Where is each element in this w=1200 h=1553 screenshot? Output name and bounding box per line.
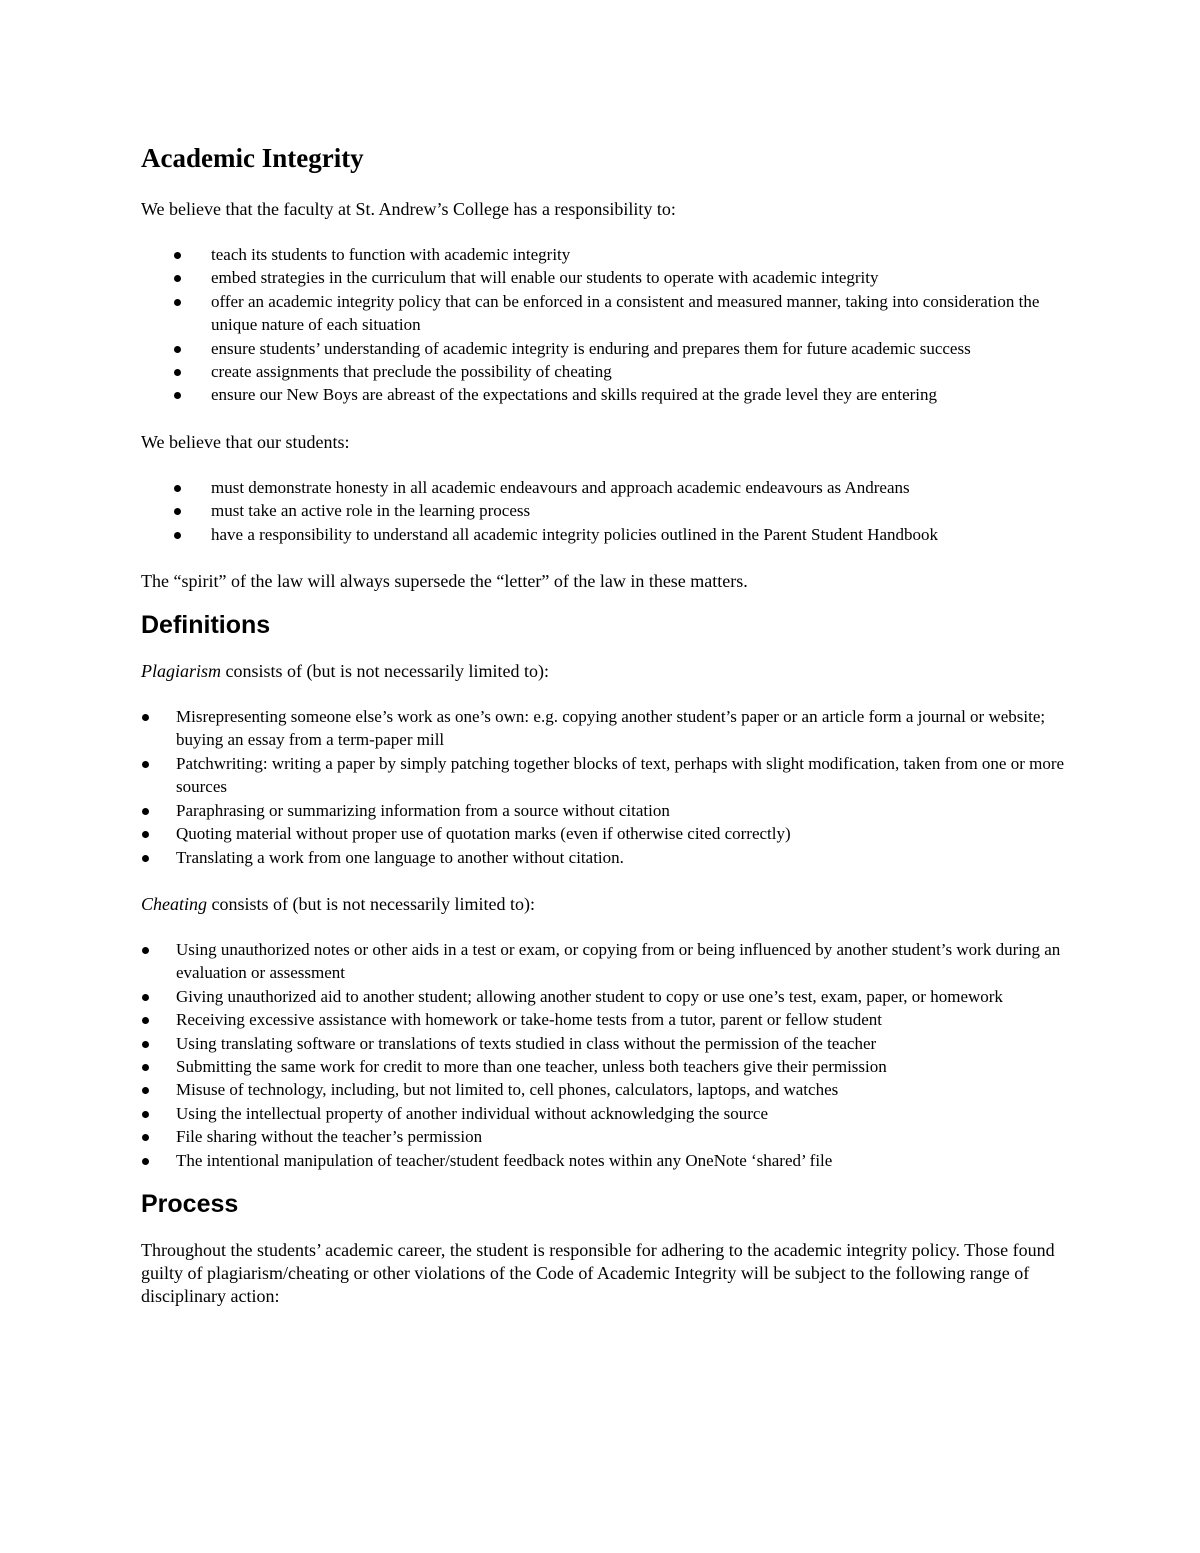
list-item: must take an active role in the learning process	[141, 499, 1066, 522]
plagiarism-intro-paragraph	[141, 660, 1066, 683]
list-item: Misrepresenting someone else’s work as one’s own: e.g. copying another student’s paper or an article form a journal or website; buying an essay from a term-paper mill	[141, 705, 1066, 752]
students-intro-paragraph: We believe that our students:	[141, 431, 350, 452]
student-responsibility-list	[141, 476, 1066, 546]
list-item: Using the intellectual property of another individual without acknowledging the source	[141, 1102, 1066, 1125]
list-item: Using translating software or translations of texts studied in class without the permission of the teacher	[141, 1032, 1066, 1055]
document-title: Academic Integrity	[141, 143, 364, 173]
list-item: Submitting the same work for credit to more than one teacher, unless both teachers give their permission	[141, 1055, 1066, 1078]
process-heading: Process	[141, 1189, 239, 1218]
page-content	[141, 138, 1066, 1308]
list-item: Receiving excessive assistance with homework or take-home tests from a tutor, parent or fellow student	[141, 1008, 1066, 1031]
list-item: Patchwriting: writing a paper by simply patching together blocks of text, perhaps with slight modification, taken from one or more sources	[141, 752, 1066, 799]
faculty-responsibility-list	[141, 243, 1066, 407]
list-item: embed strategies in the curriculum that will enable our students to operate with academic integrity	[141, 266, 1066, 289]
list-item: offer an academic integrity policy that can be enforced in a consistent and measured manner, taking into consideration the unique nature of each situation	[141, 290, 1066, 337]
plagiarism-term: Plagiarism	[141, 661, 222, 682]
definitions-heading: Definitions	[141, 611, 271, 640]
list-item: Paraphrasing or summarizing information from a source without citation	[141, 799, 1066, 822]
cheating-intro-paragraph	[141, 893, 1066, 916]
list-item: Misuse of technology, including, but not limited to, cell phones, calculators, laptops, and watches	[141, 1078, 1066, 1101]
list-item: Quoting material without proper use of quotation marks (even if otherwise cited correctly)	[141, 822, 1066, 845]
list-item: Giving unauthorized aid to another student; allowing another student to copy or use one’s test, exam, paper, or homework	[141, 985, 1066, 1008]
list-item: File sharing without the teacher’s permission	[141, 1125, 1066, 1148]
list-item: ensure our New Boys are abreast of the expectations and skills required at the grade level they are entering	[141, 383, 1066, 406]
list-item: have a responsibility to understand all academic integrity policies outlined in the Parent Student Handbook	[141, 523, 1066, 546]
list-item: ensure students’ understanding of academic integrity is enduring and prepares them for future academic success	[141, 337, 1066, 360]
process-paragraph: Throughout the students’ academic career, the student is responsible for adhering to the academic integrity policy. Those found guilty of plagiarism/cheating or other violations of the Code of Academic Integrity will be subject to the following range of disciplinary action:	[141, 1239, 1055, 1306]
list-item: create assignments that preclude the possibility of cheating	[141, 360, 1066, 383]
spirit-of-law-paragraph: The “spirit” of the law will always supersede the “letter” of the law in these matters.	[141, 571, 748, 592]
faculty-intro-paragraph: We believe that the faculty at St. Andrew’s College has a responsibility to:	[141, 199, 676, 219]
list-item: must demonstrate honesty in all academic endeavours and approach academic endeavours as Andreans	[141, 476, 1066, 499]
list-item: teach its students to function with academic integrity	[141, 243, 1066, 266]
cheating-term: Cheating	[141, 893, 207, 914]
plagiarism-list	[141, 705, 1066, 869]
list-item: The intentional manipulation of teacher/student feedback notes within any OneNote ‘shared’ file	[141, 1149, 1066, 1172]
list-item: Using unauthorized notes or other aids in a test or exam, or copying from or being influenced by another student’s work during an evaluation or assessment	[141, 938, 1066, 985]
cheating-intro-text: consists of (but is not necessarily limited to):	[207, 893, 535, 914]
plagiarism-intro-text: consists of (but is not necessarily limited to):	[221, 661, 549, 682]
list-item: Translating a work from one language to another without citation.	[141, 846, 1066, 869]
cheating-list	[141, 938, 1066, 1172]
